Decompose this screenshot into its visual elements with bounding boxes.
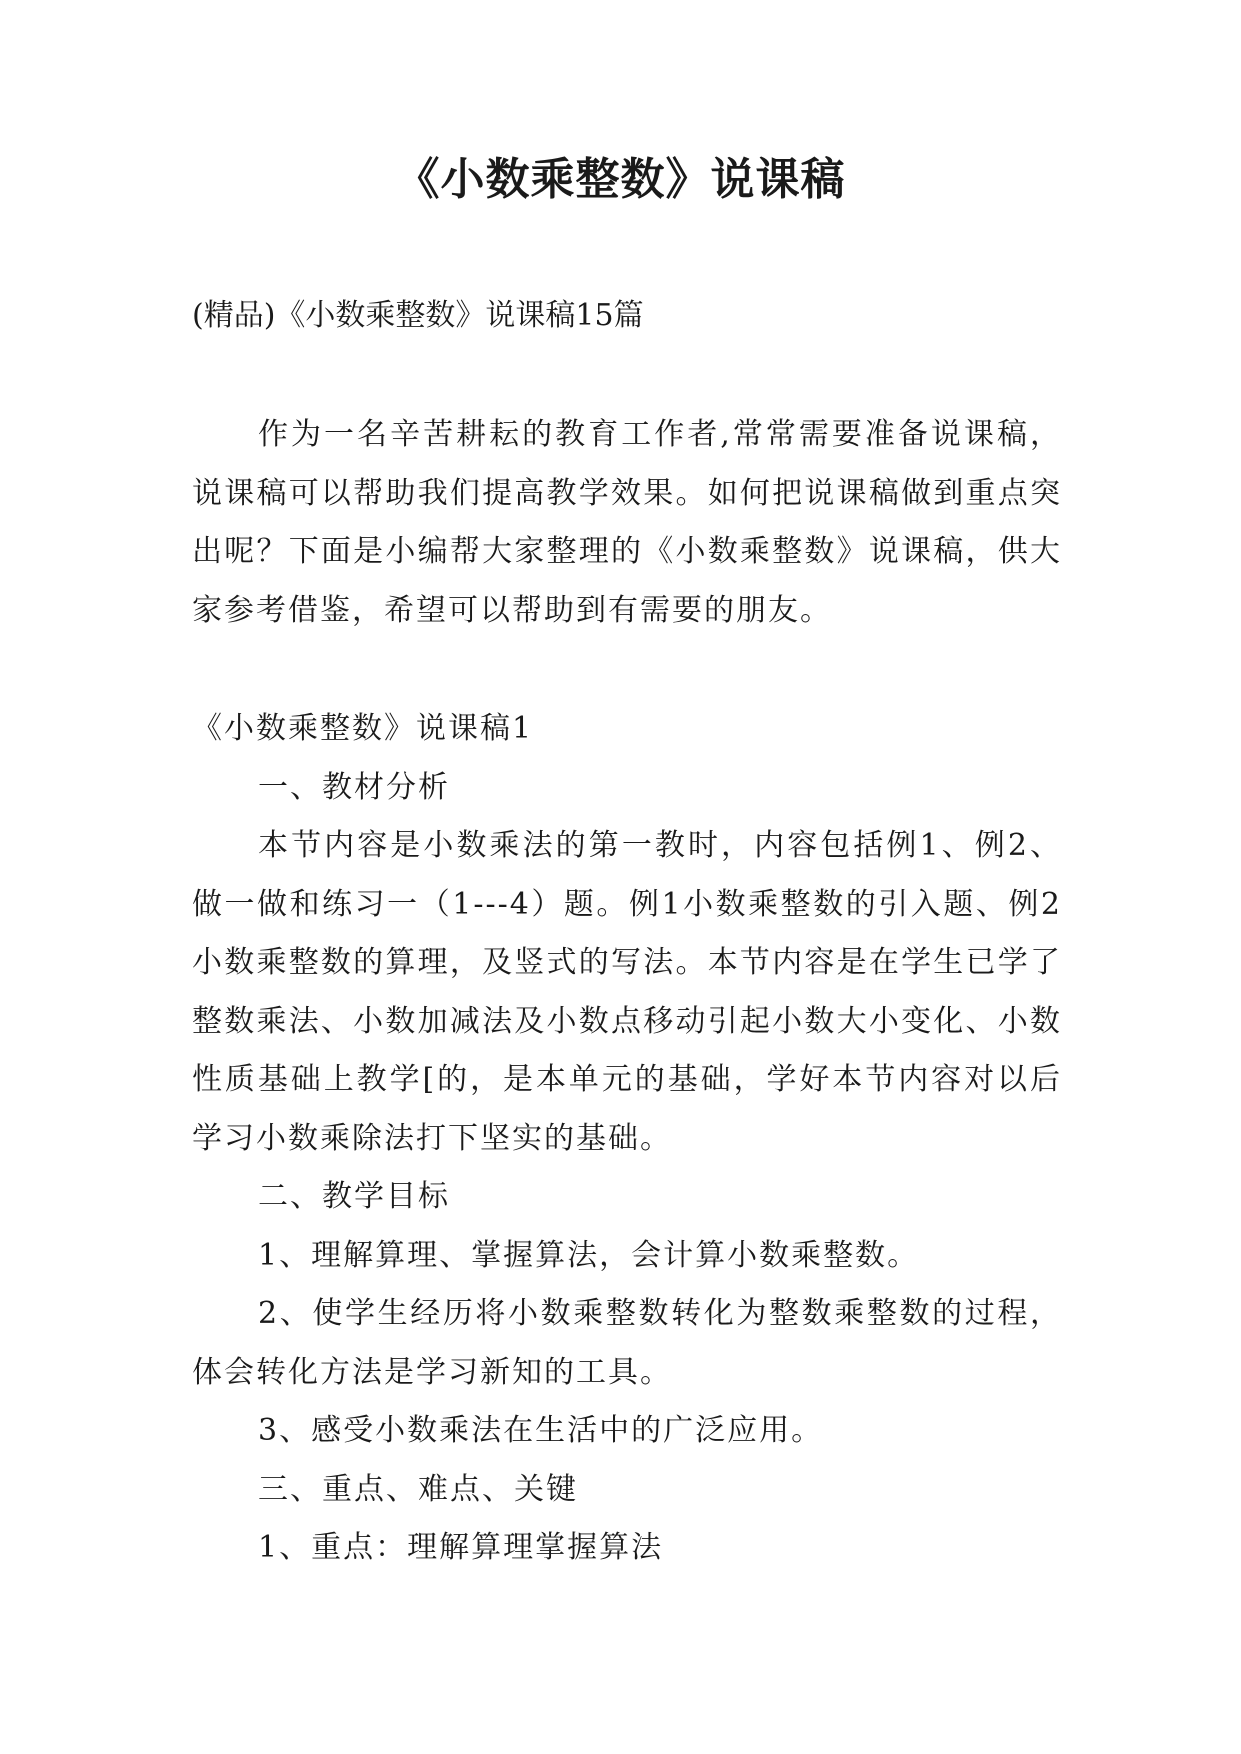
section-heading: 《小数乘整数》说课稿1	[192, 711, 534, 746]
section-heading-key-points: 三、重点、难点、关键	[258, 1471, 578, 1507]
document-subtitle: (精品)《小数乘整数》说课稿15篇	[192, 298, 644, 333]
section-1	[192, 700, 1062, 1578]
body-paragraph: 本节内容是小数乘法的第一教时，内容包括例1、例2、做一做和练习一（1---4）题。例1小数乘整数的引入题、例2小数乘整数的算理，及竖式的写法。本节内容是在学生已学了整数乘法、小数加减法及小数点移动引起小数大小变化、小数性质基础上教学[的，是本单元的基础，学好本节内容对以后学习小数乘除法打下坚实的基础。	[192, 828, 1062, 1156]
goal-item: 3、感受小数乘法在生活中的广泛应用。	[258, 1413, 824, 1448]
section-heading-teaching-material: 一、教材分析	[258, 769, 450, 805]
key-point-item: 1、重点：理解算理掌握算法	[258, 1530, 664, 1565]
section-heading-teaching-goals: 二、教学目标	[258, 1179, 450, 1214]
goal-item: 1、理解算理、掌握算法，会计算小数乘整数。	[258, 1237, 920, 1273]
intro-paragraph: 作为一名辛苦耕耘的教育工作者,常常需要准备说课稿，说课稿可以帮助我们提高教学效果。如何把说课稿做到重点突出呢？下面是小编帮大家整理的《小数乘整数》说课稿，供大家参考借鉴，希望可以帮助到有需要的朋友。	[192, 417, 1062, 628]
document-title: 《小数乘整数》说课稿	[395, 154, 846, 205]
goal-item: 2、使学生经历将小数乘整数转化为整数乘整数的过程，体会转化方法是学习新知的工具。	[192, 1296, 1062, 1390]
